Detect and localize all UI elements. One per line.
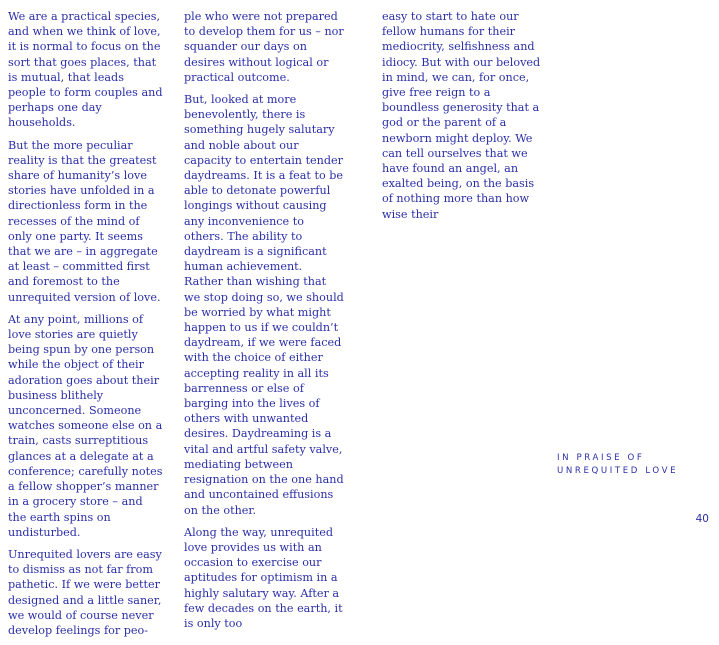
paragraph: Along the way, unrequited love provides us with an occasion to exercise our aptitudes for optimism in a highly salutary way. After a few decades on the earth, it is only too: [184, 525, 343, 630]
paragraph: But, looked at more benevolently, there is something hugely salutary and noble about our capacity to entertain tender daydreams. It is a feat to be able to detonate powerful longings without causing any inconvenience to others. The ability to daydream is a significant human achievement. Rather than wishing that we stop doing so, we should be worried by what might happen to us if we couldn’t daydream, if we were faced with the choice of either accepting reality in all its barrenness or else of barging into the lives of others with unwanted desires. Daydreaming is a vital and artful safety valve, mediating between resignation on the one hand and uncontained effusions on the other.: [184, 93, 344, 517]
paragraph: At any point, millions of love stories are quietly being spun by one person while the object of their adoration goes about their business blithely unconcerned. Someone watches someone else on a train, casts surreptitious glances at a delegate at a conference; carefully notes a fellow shopper’s manner in a grocery store – and the earth spins on undisturbed.: [8, 312, 163, 539]
paragraph: We are a practical species, and when we think of love, it is normal to focus on the sort that goes places, that is mutual, that leads people to form couples and perhaps one day households.: [8, 10, 163, 130]
chapter-title-line-2: UNREQUITED LOVE: [557, 466, 679, 476]
paragraph: ple who were not prepared to develop them for us – nor squander our days on desires without logical or practical outcome.: [184, 10, 344, 84]
paragraph: easy to start to hate our fellow humans for their mediocrity, selfishness and idiocy. But with our beloved in mind, we can, for once, give free reign to a boundless generosity that a god or the parent of a newborn might deploy. We can tell ourselves that we have found an angel, an exalted being, on the basis of nothing more than how wise their: [382, 10, 541, 221]
paragraph: But the more peculiar reality is that the greatest share of humanity’s love stories have unfolded in a directionless form in the recesses of the mind of only one party. It seems that we are – in aggregate at least – committed first and foremost to the unrequited version of love.: [8, 138, 161, 304]
chapter-title: [557, 452, 678, 478]
text-column-2: [184, 9, 344, 638]
text-column-1: [8, 9, 163, 645]
paragraph: Unrequited lovers are easy to dismiss as not far from pathetic. If we were better designed and a little saner, we would of course never develop feelings for peo-: [8, 547, 162, 637]
text-column-3: [382, 9, 542, 229]
chapter-title-line-1: IN PRAISE OF: [557, 453, 645, 463]
page-number: 40: [695, 513, 709, 525]
